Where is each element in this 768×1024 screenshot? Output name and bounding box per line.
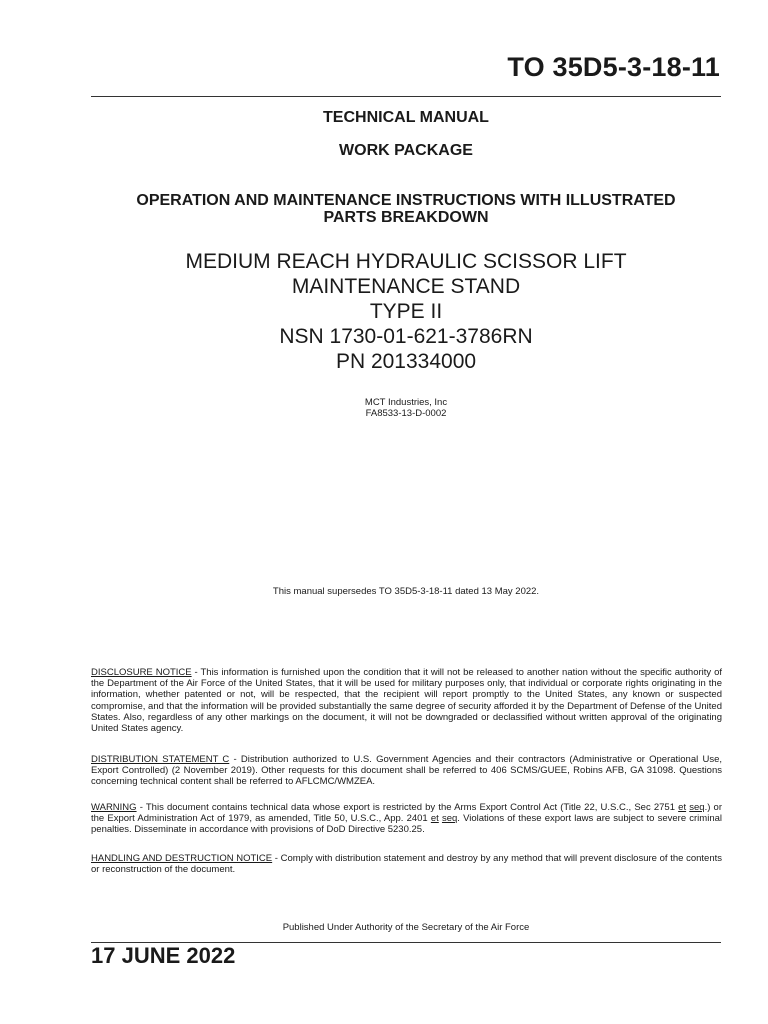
manufacturer-name: MCT Industries, Inc [364,397,448,408]
technical-manual-title: TECHNICAL MANUAL [323,109,489,126]
contract-number: FA8533-13-D-0002 [365,408,447,419]
warning-notice [91,802,722,836]
operation-title-line1: OPERATION AND MAINTENANCE INSTRUCTIONS WITH ILLUSTRATED [136,192,676,209]
publication-date: 17 JUNE 2022 [91,943,236,968]
equipment-name-line2: MAINTENANCE STAND [291,275,521,298]
distribution-statement [91,754,722,788]
handling-destruction-notice [91,853,722,875]
operation-title-line2: PARTS BREAKDOWN [323,209,489,226]
disclosure-notice [91,667,722,734]
warning-text-c: .) or the Export Administration Act of 1979, as amended, Title 50, U.S.C., App. 2401 [91,802,723,825]
equipment-nsn: NSN 1730-01-621-3786RN [279,325,533,348]
distribution-statement-text: - Distribution authorized to U.S. Government Agencies and their contractors (Administrative or Operational Use, Export Controlled) (2 November 2019). Other requests for this document shall be referred to 406 SCMS/GUEE, Robins AFB, GA 31098. Questions concerning technical content shall be referred to AFLCMC/WMZEA. [91,754,722,788]
top-rule [91,96,721,97]
warning-heading: WARNING [91,802,137,813]
supersedes-statement: This manual supersedes TO 35D5-3-18-11 dated 13 May 2022. [272,586,540,597]
warning-et-2: et [430,813,439,825]
handling-notice-heading: HANDLING AND DESTRUCTION NOTICE [91,853,273,864]
manufacturer-block [91,397,721,419]
warning-text-e: . Violations of these export laws are subject to severe criminal penalties. Disseminate in accordance with provisions of DoD Directive 5230.25. [91,813,722,836]
handling-notice-text: - Comply with distribution statement and destroy by any method that will prevent disclosure of the contents or reconstruction of the document. [91,853,722,876]
equipment-type: TYPE II [369,300,443,323]
warning-et-1: et [678,802,687,813]
equipment-block [91,249,721,374]
warning-seq-1: seq [689,802,705,813]
equipment-name-line1: MEDIUM REACH HYDRAULIC SCISSOR LIFT [185,250,627,273]
operation-title [91,192,721,226]
disclosure-notice-heading: DISCLOSURE NOTICE [91,667,192,678]
warning-text-a: - This document contains technical data whose export is restricted by the Arms Export Control Act (Title 22, U.S.C., Sec 2751 [136,802,679,813]
distribution-statement-heading: DISTRIBUTION STATEMENT C [91,754,230,765]
warning-seq-2: seq [441,813,458,825]
work-package-title: WORK PACKAGE [339,142,473,159]
equipment-pn: PN 201334000 [335,350,477,373]
to-number: TO 35D5-3-18-11 [507,52,720,82]
disclosure-notice-text: - This information is furnished upon the condition that it will not be released to another nation without the specific authority of the Department of the Air Force of the United States, that it will be used for military purposes only, that individual or corporate rights originating in the information, whether patented or not, will be respected, that the recipient will report promptly to the United States, any known or suspected compromise, and that the information will be provided substantially the same degree of security afforded it by the Department of Defense of the United States. Also, regardless of any other markings on the document, it will not be downgraded or declassified without written approval of the originating United States agency. [91,667,723,735]
published-authority: Published Under Authority of the Secretary of the Air Force [282,922,530,933]
